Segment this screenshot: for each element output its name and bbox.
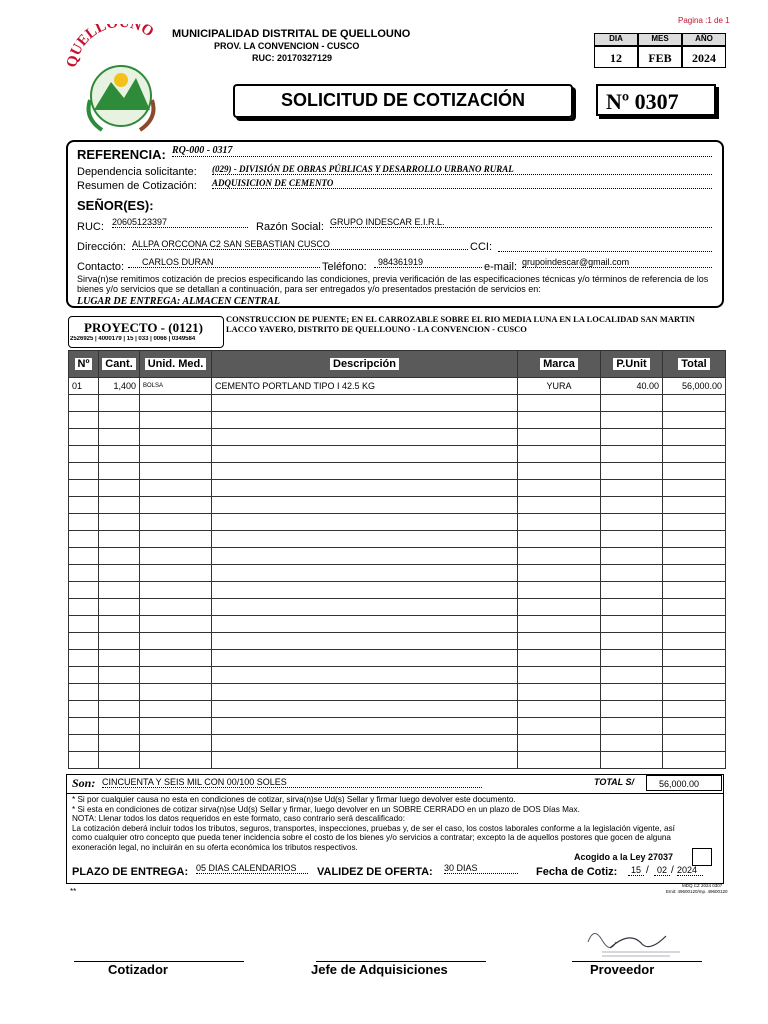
- empty-cell: [518, 446, 601, 463]
- empty-cell: [212, 701, 518, 718]
- ruc-value: 20605123397: [112, 217, 248, 228]
- empty-cell: [212, 548, 518, 565]
- contacto-value: CARLOS DURAN: [128, 257, 320, 268]
- empty-cell: [663, 684, 726, 701]
- empty-cell: [663, 480, 726, 497]
- empty-cell: [99, 616, 140, 633]
- empty-cell: [601, 650, 663, 667]
- empty-cell: [601, 548, 663, 565]
- col-header-descripcion: Descripción: [212, 351, 518, 378]
- empty-cell: [601, 480, 663, 497]
- email-value: grupoindescar@gmail.com: [522, 257, 712, 268]
- empty-cell: [140, 531, 212, 548]
- empty-cell: [140, 701, 212, 718]
- table-row-empty: [69, 565, 726, 582]
- empty-cell: [518, 701, 601, 718]
- email-label: e-mail:: [484, 261, 518, 273]
- empty-cell: [212, 463, 518, 480]
- date-header-day: DIA: [594, 33, 638, 46]
- empty-cell: [140, 684, 212, 701]
- referencia-value: RQ-000 - 0317: [172, 145, 712, 157]
- table-row-empty: [69, 446, 726, 463]
- empty-cell: [663, 599, 726, 616]
- small-code-2: Emit: 49600120/mp. 49600120: [666, 889, 728, 894]
- note-3: NOTA: Llenar todos los datos requeridos en este formato, caso contrario será descalificado:: [72, 814, 405, 823]
- plazo-label: PLAZO DE ENTREGA:: [72, 866, 189, 878]
- empty-cell: [99, 599, 140, 616]
- empty-cell: [69, 667, 99, 684]
- empty-cell: [663, 412, 726, 429]
- contacto-label: Contacto:: [77, 261, 125, 273]
- empty-cell: [212, 599, 518, 616]
- empty-cell: [663, 701, 726, 718]
- item-punit: 40.00: [601, 378, 663, 395]
- table-row-empty: [69, 497, 726, 514]
- note-2: * Si esta en condiciones de cotizar sirva(n)se Ud(s) Sellar y firmar, luego devolver en un SOBRE CERRADO en un plazo de DOS Días Max.: [72, 804, 580, 814]
- empty-cell: [518, 735, 601, 752]
- empty-cell: [140, 718, 212, 735]
- provider-stamp: [580, 922, 690, 962]
- empty-cell: [518, 565, 601, 582]
- empty-cell: [212, 633, 518, 650]
- table-row: [69, 378, 726, 395]
- dependencia-label: Dependencia solicitante:: [77, 166, 197, 178]
- empty-cell: [69, 446, 99, 463]
- empty-cell: [518, 514, 601, 531]
- fecha-year: 2024: [677, 865, 703, 876]
- table-row-empty: [69, 650, 726, 667]
- note-1: * Si por cualquier causa no esta en condiciones de cotizar, sirva(n)se Ud(s) Sellar y firmar luego devolver este documento.: [72, 795, 516, 804]
- empty-cell: [518, 548, 601, 565]
- empty-cell: [99, 514, 140, 531]
- telefono-label: Teléfono:: [322, 261, 367, 273]
- empty-cell: [140, 480, 212, 497]
- date-box: [594, 33, 726, 71]
- empty-cell: [518, 718, 601, 735]
- empty-cell: [663, 650, 726, 667]
- empty-cell: [663, 667, 726, 684]
- empty-cell: [663, 429, 726, 446]
- empty-cell: [69, 718, 99, 735]
- empty-cell: [99, 429, 140, 446]
- empty-cell: [69, 463, 99, 480]
- resumen-value: ADQUISICION DE CEMENTO: [212, 178, 712, 189]
- empty-cell: [212, 514, 518, 531]
- empty-cell: [99, 752, 140, 769]
- empty-cell: [99, 395, 140, 412]
- empty-cell: [99, 684, 140, 701]
- table-row-empty: [69, 752, 726, 769]
- project-description: CONSTRUCCION DE PUENTE; EN EL CARROZABLE SOBRE EL RIO MEDIA LUNA EN LA LOCALIDAD SAN MARTIN LACCO YAVERO, DISTRITO DE QUELLOUNO - LA CONVENCION - CUSCO: [226, 314, 695, 334]
- empty-cell: [601, 701, 663, 718]
- empty-cell: [99, 633, 140, 650]
- table-row-empty: [69, 684, 726, 701]
- empty-cell: [663, 463, 726, 480]
- empty-cell: [99, 650, 140, 667]
- empty-cell: [99, 531, 140, 548]
- logo-text: UELL NO: [67, 24, 157, 59]
- table-row-empty: [69, 718, 726, 735]
- empty-cell: [601, 531, 663, 548]
- empty-cell: [69, 582, 99, 599]
- empty-cell: [601, 633, 663, 650]
- empty-cell: [212, 684, 518, 701]
- empty-cell: [99, 701, 140, 718]
- empty-cell: [663, 735, 726, 752]
- empty-cell: [69, 701, 99, 718]
- empty-cell: [69, 412, 99, 429]
- date-day: 12: [594, 46, 638, 68]
- table-row-empty: [69, 412, 726, 429]
- empty-cell: [663, 752, 726, 769]
- ley-checkbox[interactable]: [692, 848, 712, 866]
- empty-cell: [518, 463, 601, 480]
- empty-cell: [663, 395, 726, 412]
- col-header-total: Total: [663, 351, 726, 378]
- empty-cell: [140, 395, 212, 412]
- total-value: 56,000.00: [646, 775, 722, 791]
- empty-cell: [140, 616, 212, 633]
- empty-cell: [601, 565, 663, 582]
- validez-label: VALIDEZ DE OFERTA:: [317, 866, 433, 878]
- page-label: Pagina :1 de 1: [678, 16, 730, 25]
- empty-cell: [601, 582, 663, 599]
- empty-cell: [69, 752, 99, 769]
- empty-cell: [69, 616, 99, 633]
- items-table: [68, 350, 726, 769]
- empty-cell: [140, 735, 212, 752]
- empty-cell: [212, 667, 518, 684]
- cci-label: CCI:: [470, 241, 492, 253]
- empty-cell: [99, 667, 140, 684]
- empty-cell: [140, 412, 212, 429]
- empty-cell: [518, 599, 601, 616]
- col-header-unidad: Unid. Med.: [140, 351, 212, 378]
- empty-cell: [69, 480, 99, 497]
- table-row-empty: [69, 667, 726, 684]
- senores-label: SEÑOR(ES):: [77, 198, 154, 213]
- date-year: 2024: [682, 46, 726, 68]
- signature-cotizador: Cotizador: [108, 962, 168, 977]
- empty-cell: [518, 633, 601, 650]
- empty-cell: [140, 514, 212, 531]
- empty-cell: [69, 514, 99, 531]
- empty-cell: [140, 548, 212, 565]
- empty-cell: [601, 599, 663, 616]
- empty-cell: [601, 497, 663, 514]
- empty-cell: [212, 497, 518, 514]
- empty-cell: [140, 667, 212, 684]
- empty-cell: [99, 735, 140, 752]
- empty-cell: [99, 497, 140, 514]
- empty-cell: [212, 752, 518, 769]
- empty-cell: [518, 616, 601, 633]
- dependencia-value: (029) - DIVISIÓN DE OBRAS PÚBLICAS Y DESARROLLO URBANO RURAL: [212, 164, 712, 175]
- empty-cell: [518, 480, 601, 497]
- empty-cell: [601, 684, 663, 701]
- empty-cell: [140, 446, 212, 463]
- table-row-empty: [69, 548, 726, 565]
- empty-cell: [99, 480, 140, 497]
- table-row-empty: [69, 514, 726, 531]
- empty-cell: [69, 735, 99, 752]
- document-title: SOLICITUD DE COTIZACIÓN: [233, 84, 573, 118]
- svg-text:QUELLOUNO: [66, 24, 156, 69]
- razon-social-value: GRUPO INDESCAR E.I.R.L.: [330, 217, 712, 228]
- item-unidad: BOLSA: [140, 378, 212, 395]
- date-header-month: MES: [638, 33, 682, 46]
- empty-cell: [69, 599, 99, 616]
- total-label: TOTAL S/: [594, 777, 635, 787]
- validez-value: 30 DIAS: [444, 863, 518, 874]
- empty-cell: [140, 633, 212, 650]
- empty-cell: [663, 633, 726, 650]
- empty-cell: [663, 497, 726, 514]
- empty-cell: [99, 582, 140, 599]
- empty-cell: [140, 650, 212, 667]
- empty-cell: [69, 684, 99, 701]
- col-header-punit: P.Unit: [601, 351, 663, 378]
- empty-cell: [518, 650, 601, 667]
- empty-cell: [518, 667, 601, 684]
- empty-cell: [663, 616, 726, 633]
- table-row-empty: [69, 480, 726, 497]
- table-header-row: [69, 351, 726, 378]
- table-row-empty: [69, 701, 726, 718]
- empty-cell: [212, 480, 518, 497]
- empty-cell: [69, 565, 99, 582]
- table-row-empty: [69, 395, 726, 412]
- col-header-marca: Marca: [518, 351, 601, 378]
- project-codes: 2526925 | 4000179 | 15 | 033 | 0066 | 0349584: [70, 336, 196, 342]
- table-row-empty: [69, 735, 726, 752]
- date-header-year: AÑO: [682, 33, 726, 46]
- direccion-label: Dirección:: [77, 241, 126, 253]
- empty-cell: [601, 463, 663, 480]
- empty-cell: [99, 463, 140, 480]
- plazo-value: 05 DIAS CALENDARIOS: [196, 863, 308, 874]
- empty-cell: [601, 735, 663, 752]
- note-4: La cotización deberá incluir todos los tributos, seguros, transportes, inspecciones, pruebas y, de ser el caso, los costos laborales conforme a la legislación vigente, así como cualquier otro concepto que pueda tener incidencia sobre el costo de los bienes y/o servicios a contratar; excepto la de aquellos postores que gocen de alguna exoneración legal, no incluirán en su oferta económica los tributos respectivos.: [72, 823, 675, 852]
- razon-social-label: Razón Social:: [256, 221, 324, 233]
- empty-cell: [140, 497, 212, 514]
- empty-cell: [69, 548, 99, 565]
- table-row-empty: [69, 531, 726, 548]
- son-label: Son:: [72, 776, 96, 790]
- ley-label: Acogido a la Ley 27037: [574, 852, 674, 862]
- empty-cell: [601, 718, 663, 735]
- item-descripcion: CEMENTO PORTLAND TIPO I 42.5 KG: [212, 378, 518, 395]
- empty-cell: [663, 531, 726, 548]
- empty-cell: [212, 718, 518, 735]
- empty-cell: [518, 531, 601, 548]
- empty-cell: [140, 463, 212, 480]
- empty-cell: [601, 446, 663, 463]
- org-name: MUNICIPALIDAD DISTRITAL DE QUELLOUNO: [172, 28, 411, 40]
- empty-cell: [99, 446, 140, 463]
- item-number: 01: [69, 378, 99, 395]
- empty-cell: [518, 429, 601, 446]
- empty-cell: [140, 582, 212, 599]
- empty-cell: [212, 395, 518, 412]
- item-cantidad: 1,400: [99, 378, 140, 395]
- table-row-empty: [69, 463, 726, 480]
- empty-cell: [518, 582, 601, 599]
- empty-cell: [99, 565, 140, 582]
- empty-cell: [99, 718, 140, 735]
- empty-cell: [212, 446, 518, 463]
- fecha-month: 02: [654, 865, 670, 876]
- col-header-cantidad: Cant.: [99, 351, 140, 378]
- empty-cell: [518, 395, 601, 412]
- fecha-sep-2: /: [671, 865, 674, 876]
- empty-cell: [212, 412, 518, 429]
- table-row-empty: [69, 633, 726, 650]
- empty-cell: [663, 446, 726, 463]
- empty-cell: [212, 531, 518, 548]
- empty-cell: [518, 684, 601, 701]
- empty-cell: [518, 497, 601, 514]
- empty-cell: [140, 429, 212, 446]
- empty-cell: [69, 531, 99, 548]
- small-code-1: MDQ CZ 2024 0307: [682, 883, 723, 888]
- fecha-label: Fecha de Cotiz:: [536, 866, 618, 878]
- date-month: FEB: [638, 46, 682, 68]
- col-header-number: Nº: [69, 351, 99, 378]
- empty-cell: [601, 752, 663, 769]
- fecha-day: 15: [628, 865, 644, 876]
- empty-cell: [518, 412, 601, 429]
- item-total: 56,000.00: [663, 378, 726, 395]
- signature-proveedor: Proveedor: [590, 962, 655, 977]
- empty-cell: [518, 752, 601, 769]
- org-ruc: RUC: 20170327129: [252, 53, 333, 63]
- fecha-sep-1: /: [646, 865, 649, 876]
- empty-cell: [212, 582, 518, 599]
- telefono-value: 984361919: [374, 257, 482, 268]
- province: PROV. LA CONVENCION - CUSCO: [214, 41, 360, 51]
- empty-cell: [663, 548, 726, 565]
- stars-mark: **: [70, 887, 77, 896]
- table-row-empty: [69, 429, 726, 446]
- empty-cell: [601, 616, 663, 633]
- empty-cell: [212, 565, 518, 582]
- resumen-label: Resumen de Cotización:: [77, 180, 197, 192]
- item-marca: YURA: [518, 378, 601, 395]
- document-number: Nº 0307: [596, 84, 716, 116]
- project-label: PROYECTO - (0121): [84, 320, 203, 335]
- empty-cell: [69, 650, 99, 667]
- empty-cell: [99, 548, 140, 565]
- ruc-label: RUC:: [77, 221, 104, 233]
- signature-jefe: Jefe de Adquisiciones: [311, 962, 448, 977]
- direccion-value: ALLPA ORCCONA C2 SAN SEBASTIAN CUSCO: [132, 239, 468, 250]
- empty-cell: [212, 429, 518, 446]
- empty-cell: [69, 633, 99, 650]
- empty-cell: [601, 412, 663, 429]
- empty-cell: [212, 616, 518, 633]
- instructions-text: Sirva(n)se remitimos cotización de precios especificando las condiciones, previa verificación de las especificaciones técnicas y/o términos de referencia de los bienes y/o servicios que se detallan a continuación, para ser entregados y/o presentados prestación de servicios en:: [77, 274, 709, 294]
- empty-cell: [140, 752, 212, 769]
- empty-cell: [663, 514, 726, 531]
- empty-cell: [140, 599, 212, 616]
- empty-cell: [663, 565, 726, 582]
- empty-cell: [601, 429, 663, 446]
- lugar-entrega: LUGAR DE ENTREGA: ALMACEN CENTRAL: [77, 296, 280, 307]
- referencia-label: REFERENCIA:: [77, 147, 166, 162]
- empty-cell: [663, 582, 726, 599]
- empty-cell: [69, 395, 99, 412]
- municipal-logo: [66, 24, 176, 139]
- empty-cell: [601, 514, 663, 531]
- table-row-empty: [69, 616, 726, 633]
- empty-cell: [99, 412, 140, 429]
- empty-cell: [69, 429, 99, 446]
- table-row-empty: [69, 599, 726, 616]
- empty-cell: [140, 565, 212, 582]
- empty-cell: [601, 667, 663, 684]
- empty-cell: [212, 735, 518, 752]
- notes-list: [72, 795, 692, 852]
- empty-cell: [663, 718, 726, 735]
- cci-value: [498, 239, 712, 252]
- empty-cell: [212, 650, 518, 667]
- empty-cell: [69, 497, 99, 514]
- son-value: CINCUENTA Y SEIS MIL CON 00/100 SOLES: [102, 777, 482, 788]
- table-row-empty: [69, 582, 726, 599]
- empty-cell: [601, 395, 663, 412]
